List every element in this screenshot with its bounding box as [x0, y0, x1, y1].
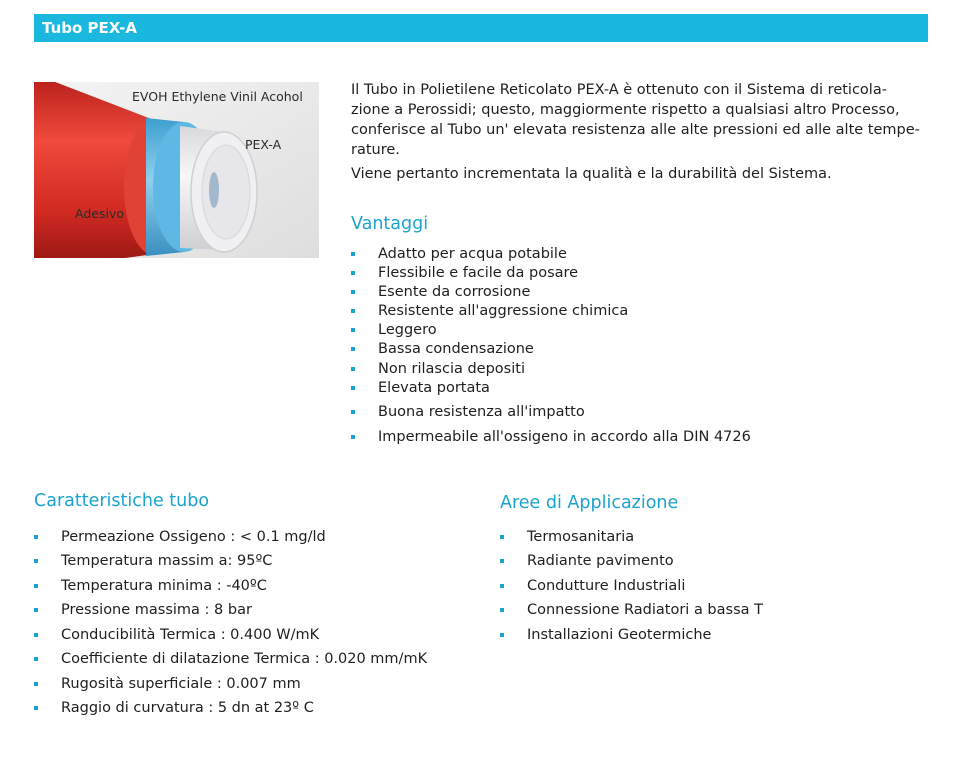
intro-line: zione a Perossidi; questo, maggiormente rispetto a qualsiasi altro Processo,	[351, 102, 900, 118]
intro-paragraph-1	[351, 80, 926, 160]
bullet-icon	[351, 252, 355, 256]
bullet-icon	[34, 608, 38, 612]
bullet-icon	[351, 410, 355, 414]
bullet-icon	[34, 584, 38, 588]
evoh-label: EVOH Ethylene Vinil Acohol	[132, 89, 303, 104]
intro-line: rature.	[351, 142, 400, 158]
bullet-icon	[351, 386, 355, 390]
bullet-icon	[500, 584, 504, 588]
pexa-label: PEX-A	[245, 137, 282, 152]
page-title: Tubo PEX-A	[42, 19, 137, 37]
intro-paragraph-2: Viene pertanto incrementata la qualità e la durabilità del Sistema.	[351, 166, 832, 182]
bullet-icon	[351, 328, 355, 332]
intro-line: Il Tubo in Polietilene Reticolato PEX-A è ottenuto con il Sistema di reticola-	[351, 82, 887, 98]
aree-list: Termosanitaria Radiante pavimento Condutture Industriali Connessione Radiatori a bassa T Installazioni Geotermiche	[500, 528, 920, 648]
intro-line: conferisce al Tubo un' elevata resistenza alle alte pressioni ed alle alte tempe-	[351, 122, 920, 138]
bullet-icon	[34, 706, 38, 710]
vantaggi-list: Adatto per acqua potabile Flessibile e facile da posare Esente da corrosione Resistente all'aggressione chimica Leggero Bassa condensazione Non rilascia depositi Elevata portata Buona resistenza all'impatto Impermeabile all'ossigeno in accordo alla DIN 4726	[351, 245, 911, 455]
bullet-icon	[34, 682, 38, 686]
section-header-bar	[34, 14, 928, 42]
bullet-icon	[351, 347, 355, 351]
bullet-icon	[500, 608, 504, 612]
bullet-icon	[351, 435, 355, 439]
caratteristiche-heading: Caratteristiche tubo	[34, 491, 210, 511]
intro-text	[351, 80, 926, 184]
bullet-icon	[351, 290, 355, 294]
bullet-icon	[351, 271, 355, 275]
bullet-icon	[500, 633, 504, 637]
bullet-icon	[500, 535, 504, 539]
bullet-icon	[34, 535, 38, 539]
bullet-icon	[351, 367, 355, 371]
bullet-icon	[34, 559, 38, 563]
adesivo-label: Adesivo	[75, 206, 124, 221]
bullet-icon	[34, 633, 38, 637]
bullet-icon	[34, 657, 38, 661]
pipe-illustration	[34, 82, 319, 258]
vantaggi-heading: Vantaggi	[351, 214, 429, 234]
bullet-icon	[351, 309, 355, 313]
caratteristiche-list: Permeazione Ossigeno : < 0.1 mg/ld Temperatura massim a: 95ºC Temperatura minima : -40ºC Pressione massima : 8 bar Conducibilità Termica : 0.400 W/mK Coefficiente di dilatazione Termica : 0.020 mm/mK Rugosità superficiale : 0.007 mm Raggio di curvatura : 5 dn at 23º C	[34, 528, 474, 728]
bullet-icon	[500, 559, 504, 563]
aree-heading: Aree di Applicazione	[500, 493, 679, 513]
pipe-cross-section-image	[34, 82, 319, 258]
